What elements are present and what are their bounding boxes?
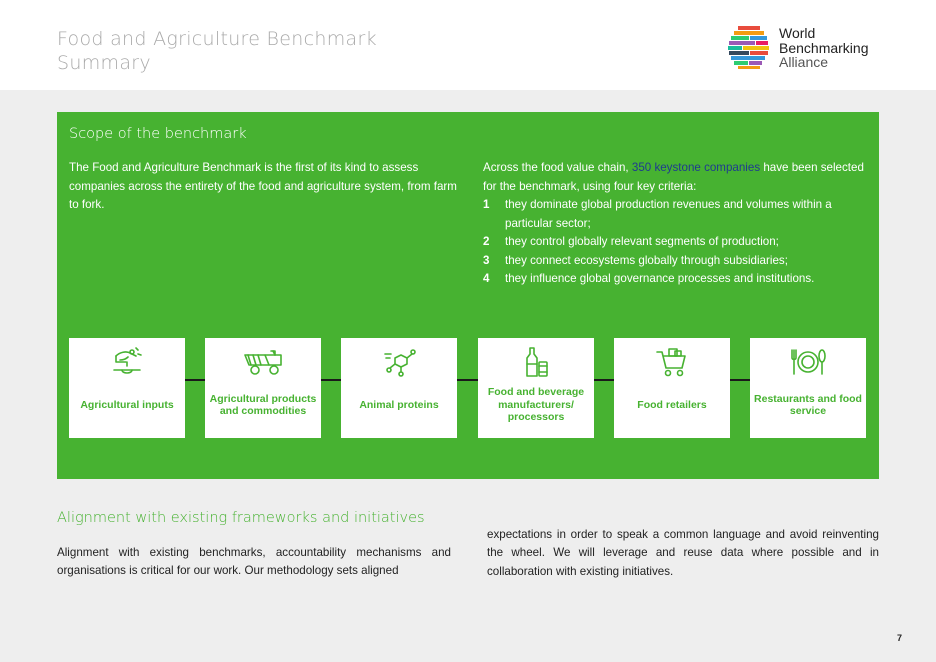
scope-title: Scope of the benchmark xyxy=(69,126,247,142)
document-title xyxy=(57,27,377,75)
criteria-text: they connect ecosystems globally through subsidiaries; xyxy=(505,253,788,267)
criteria-text: they dominate global production revenues and volumes within a particular sector; xyxy=(505,198,832,230)
harvester-icon xyxy=(243,344,283,380)
criteria-number: 2 xyxy=(483,235,490,248)
wba-logo[interactable] xyxy=(728,24,888,72)
value-chain-label: Food and beverage manufacturers/ processors xyxy=(487,386,585,424)
plate-cutlery-icon xyxy=(788,344,828,380)
wba-logo-text xyxy=(779,26,869,70)
value-chain-label: Restaurants and food service xyxy=(754,392,862,417)
molecule-icon xyxy=(379,344,419,380)
value-chain-card-agricultural-products xyxy=(205,338,321,438)
value-chain-card-food-retailers xyxy=(614,338,730,438)
logo-line1: World xyxy=(779,25,816,41)
criteria-text: they control globally relevant segments of production; xyxy=(505,235,779,248)
value-chain-card-animal-proteins xyxy=(341,338,457,438)
value-chain-card-food-beverage xyxy=(478,338,594,438)
scope-criteria-intro xyxy=(483,159,873,196)
shopping-cart-icon xyxy=(652,344,692,380)
scope-criteria-block xyxy=(483,159,873,289)
bottle-can-icon xyxy=(516,344,556,380)
logo-line3: Alliance xyxy=(779,54,829,70)
criteria-item xyxy=(483,252,873,271)
wba-logo-mark-icon xyxy=(728,24,774,70)
value-chain-label: Agricultural inputs xyxy=(80,398,174,411)
value-chain-card-restaurants xyxy=(750,338,866,438)
criteria-item xyxy=(483,270,873,289)
criteria-item xyxy=(483,196,873,233)
logo-line2: Benchmarking xyxy=(779,39,869,56)
criteria-list xyxy=(483,196,873,289)
value-chain-label: Agricultural products and commodities xyxy=(209,392,317,417)
criteria-number: 1 xyxy=(483,198,490,211)
criteria-number: 3 xyxy=(483,253,490,267)
alignment-text-left: Alignment with existing benchmarks, accountability mechanisms and organisations is critical for our work. Our methodology sets aligned xyxy=(57,546,451,578)
keystone-companies-link[interactable]: 350 keystone companies xyxy=(631,161,761,174)
criteria-number: 4 xyxy=(483,272,490,285)
document-title-line2: Summary xyxy=(57,52,151,74)
page-number: 7 xyxy=(896,633,902,643)
criteria-text: they influence global governance processes and institutions. xyxy=(505,272,815,285)
value-chain-card-agricultural-inputs xyxy=(69,338,185,438)
scope-panel xyxy=(57,112,879,479)
alignment-text-right: expectations in order to speak a common language and avoid reinventing the wheel. We will leverage and reuse data where possible and in collaboration with existing initiatives. xyxy=(487,528,879,578)
intro-text-after: have been selected for the benchmark, using four key criteria: xyxy=(483,161,864,193)
document-title-line1: Food and Agriculture Benchmark xyxy=(57,28,377,50)
intro-text-before: Across the food value chain, xyxy=(483,161,632,174)
value-chain-label: Food retailers xyxy=(637,398,707,411)
alignment-title: Alignment with existing frameworks and initiatives xyxy=(57,510,425,526)
value-chain-label: Animal proteins xyxy=(359,398,439,411)
scope-description: The Food and Agriculture Benchmark is the first of its kind to assess companies across the entirety of the food and agriculture system, from farm to fork. xyxy=(69,161,457,211)
page-header xyxy=(0,0,936,90)
criteria-item xyxy=(483,233,873,252)
hand-seed-icon xyxy=(107,344,147,380)
